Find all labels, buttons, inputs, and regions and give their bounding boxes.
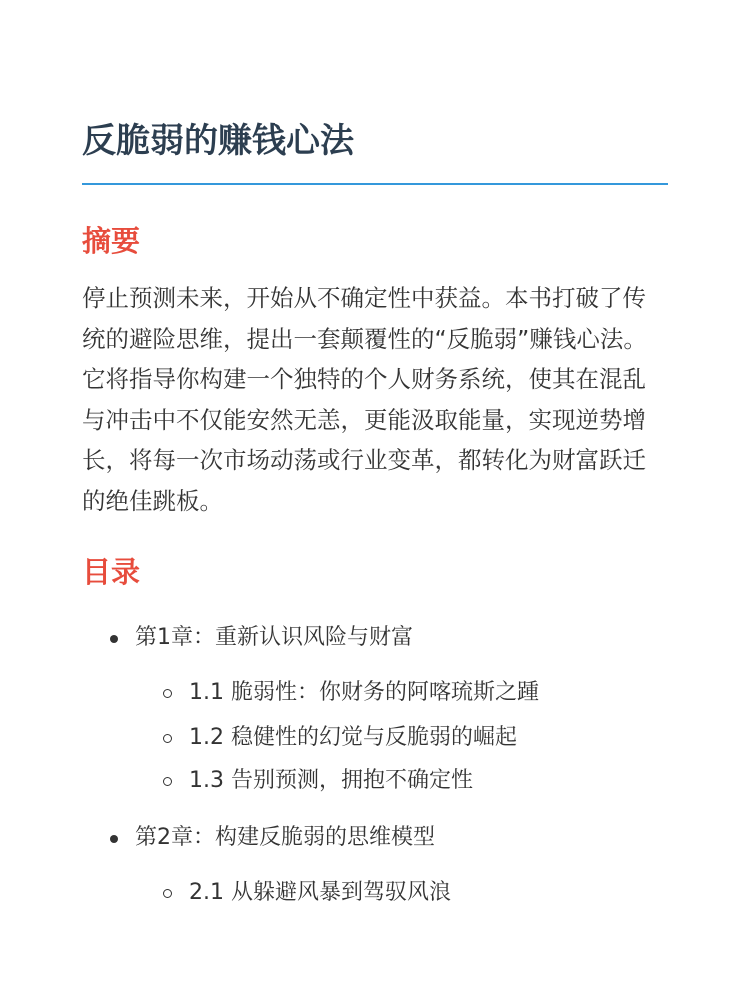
bullet-circle-icon xyxy=(163,734,172,743)
bullet-circle-icon xyxy=(163,689,172,698)
title-divider xyxy=(82,183,668,185)
toc-section-label: 1.1 脆弱性：你财务的阿喀琉斯之踵 xyxy=(189,680,539,705)
toc-chapter-label: 第2章：构建反脆弱的思维模型 xyxy=(135,825,435,850)
summary-heading: 摘要 xyxy=(82,224,141,258)
page-title: 反脆弱的赚钱心法 xyxy=(82,121,354,161)
toc-section-label: 1.2 稳健性的幻觉与反脆弱的崛起 xyxy=(189,725,517,750)
toc-section-label: 2.1 从躲避风暴到驾驭风浪 xyxy=(189,880,451,905)
summary-paragraph: 停止预测未来，开始从不确定性中获益。本书打破了传统的避险思维，提出一套颠覆性的“反脆弱”赚钱心法。它将指导你构建一个独特的个人财务系统，使其在混乱与冲击中不仅能安然无恙，更能汲取能量，实现逆势增长，将每一次市场动荡或行业变革，都转化为财富跃迁的绝佳跳板。 xyxy=(82,284,647,515)
bullet-disc-icon xyxy=(110,635,118,643)
toc-chapter-label: 第1章：重新认识风险与财富 xyxy=(135,625,413,650)
bullet-disc-icon xyxy=(110,835,118,843)
toc-heading: 目录 xyxy=(82,555,141,589)
bullet-circle-icon xyxy=(163,777,172,786)
toc-section-label: 1.3 告别预测，拥抱不确定性 xyxy=(189,768,473,793)
bullet-circle-icon xyxy=(163,889,172,898)
